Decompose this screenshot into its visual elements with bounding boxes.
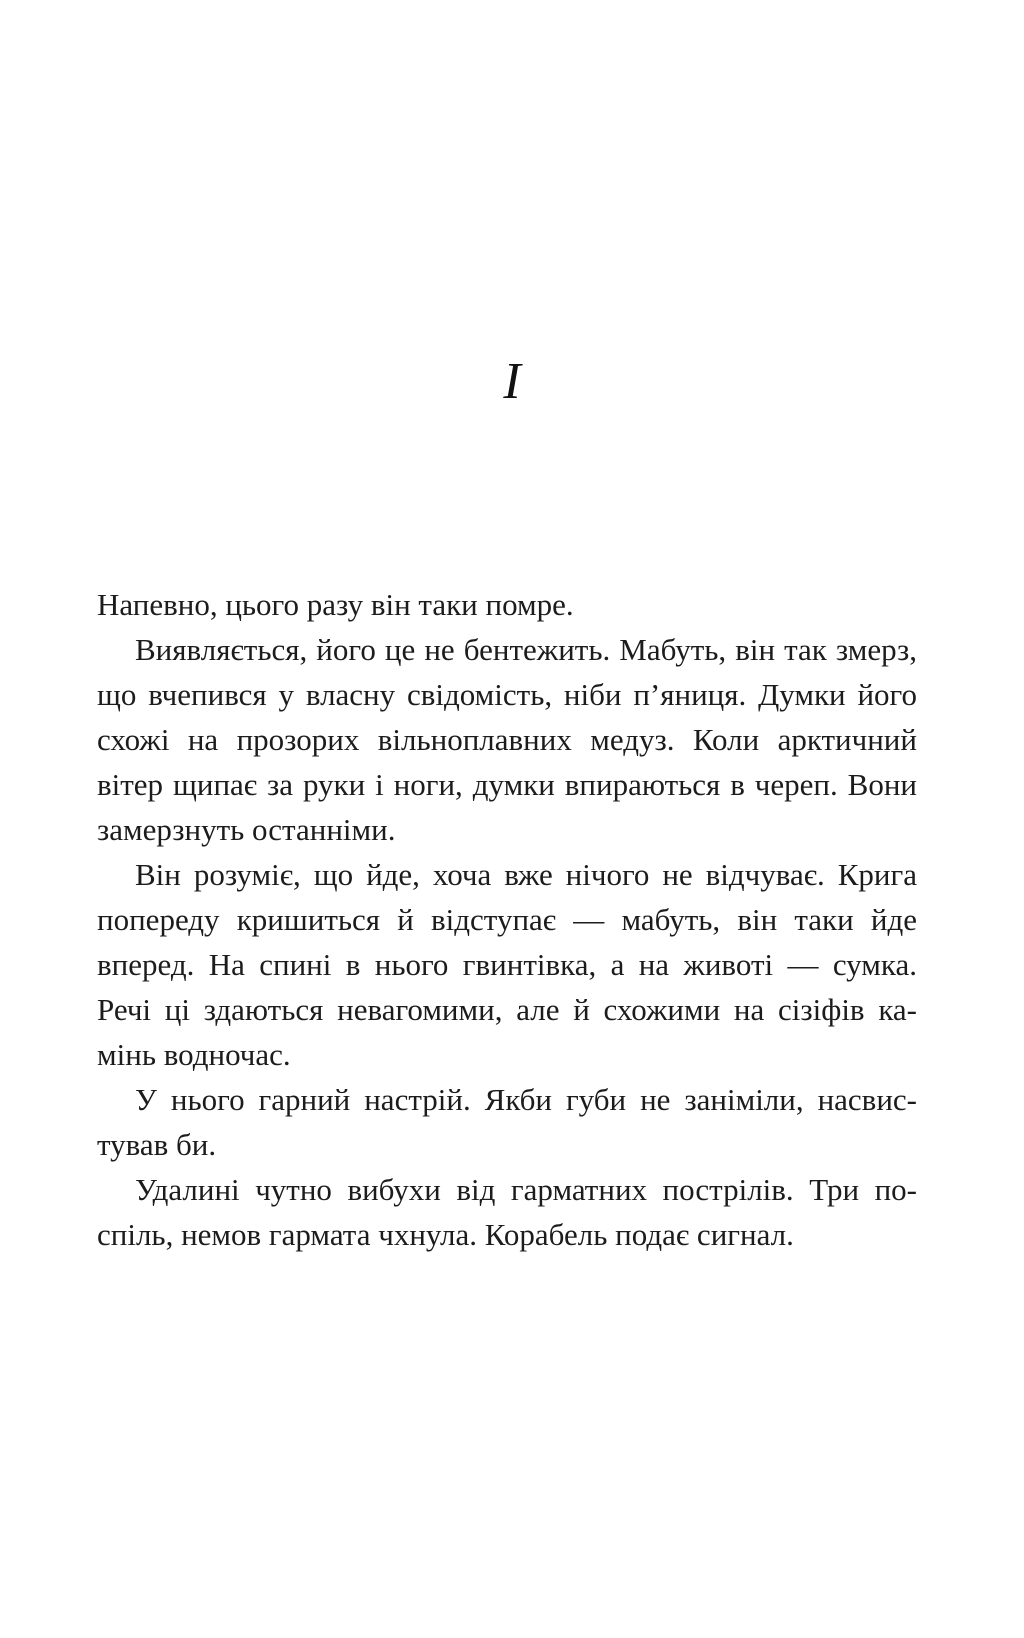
text-line-9: вперед. На спині в нього гвинтівка, а на животі — сумка. (97, 947, 917, 982)
text-line-12: У нього гарний настрій. Якби губи не заніміли, насвис- (135, 1082, 917, 1117)
text-line-6: замерзнуть останніми. (97, 812, 396, 847)
text-line-4: схожі на прозорих вільноплавних медуз. Коли арктичний (97, 722, 917, 757)
text-line-5: вітер щипає за руки і ноги, думки впираються в череп. Вони (97, 767, 917, 802)
text-line-2: Виявляється, його це не бентежить. Мабуть, він так змерз, (135, 632, 917, 667)
text-line-10: Речі ці здаються невагомими, але й схожими на сізіфів ка- (97, 992, 917, 1027)
text-line-1: Напевно, цього разу він таки помре. (97, 587, 574, 622)
chapter-body-text (97, 582, 917, 1257)
text-line-15: спіль, немов гармата чхнула. Корабель подає сигнал. (97, 1217, 794, 1252)
text-line-3: що вчепився у власну свідомість, ніби п’яниця. Думки його (97, 677, 917, 712)
chapter-heading: I (503, 353, 521, 410)
text-line-14: Удалині чутно вибухи від гарматних пострілів. Три по- (135, 1172, 917, 1207)
text-line-8: попереду кришиться й відступає — мабуть, він таки йде (97, 902, 917, 937)
text-line-13: тував би. (97, 1127, 217, 1162)
text-line-7: Він розуміє, що йде, хоча вже нічого не відчуває. Крига (135, 857, 917, 892)
text-line-11: мінь водночас. (97, 1037, 291, 1072)
